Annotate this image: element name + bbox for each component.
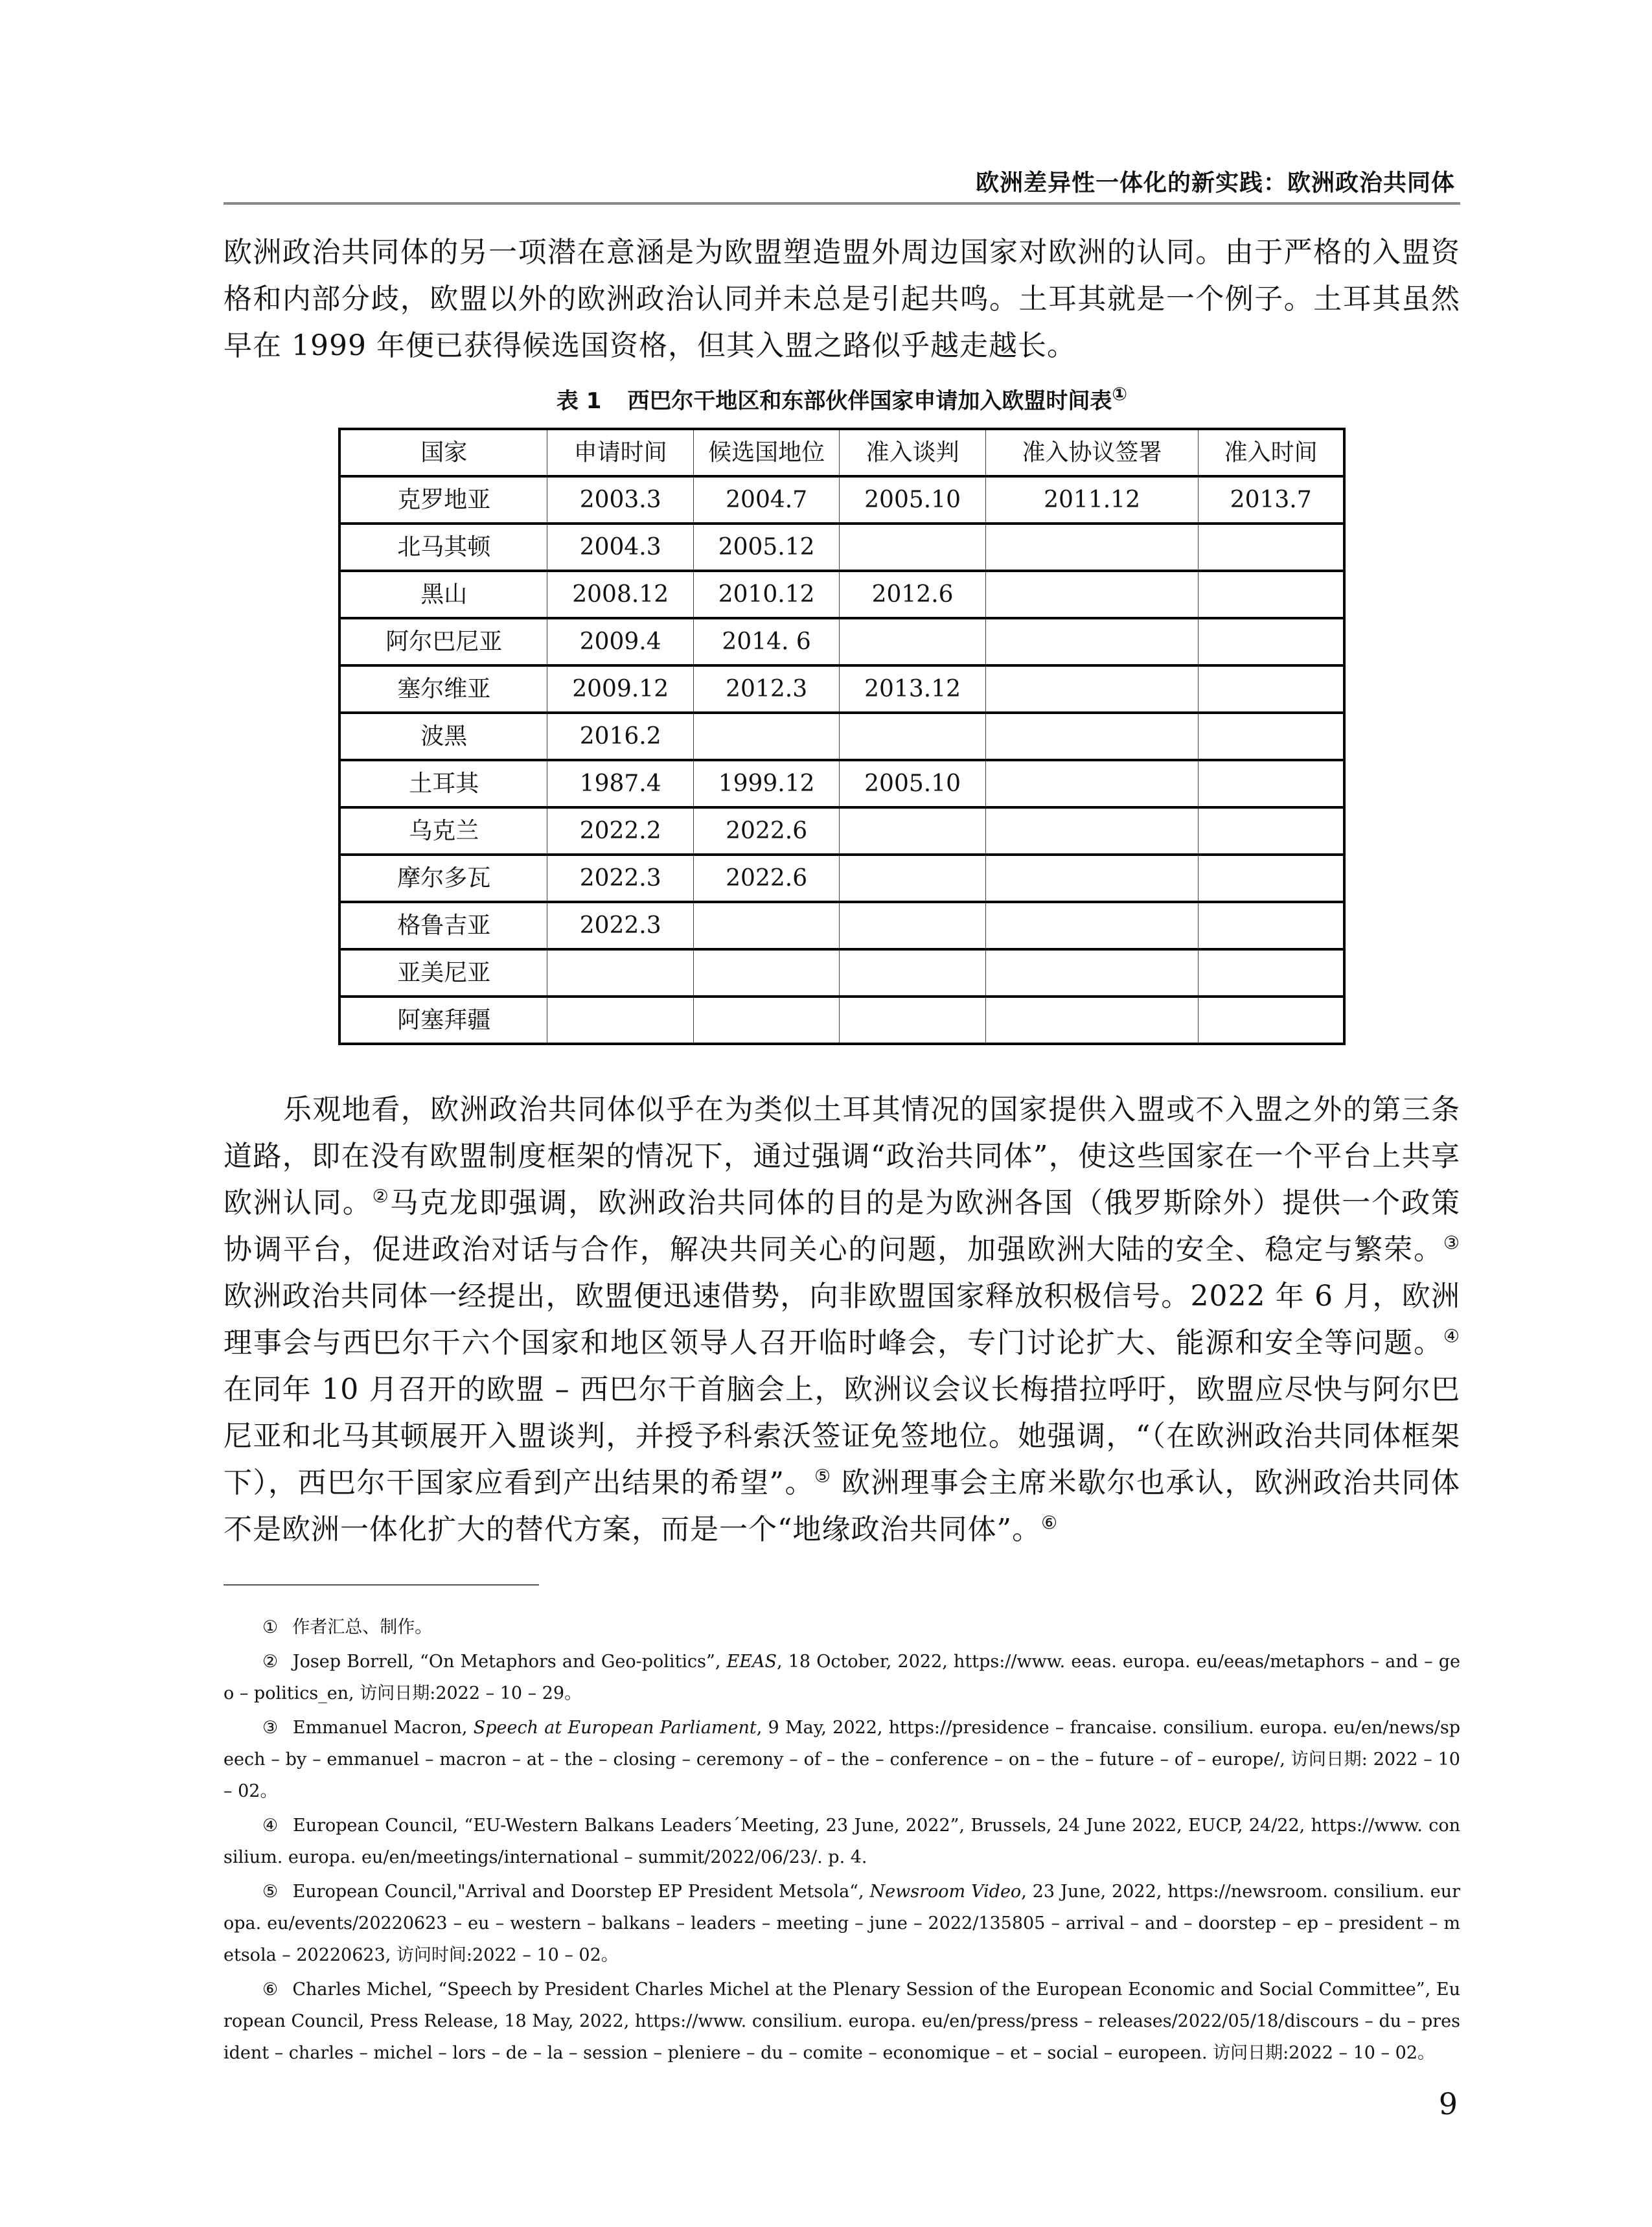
table-row: [339, 760, 1344, 807]
footnote-mark: ③: [262, 1718, 279, 1738]
header-accession-treaty: 准入协议签署: [985, 429, 1199, 476]
footnote-3: [224, 1712, 1460, 1807]
date-cell: [840, 524, 985, 571]
footnote-mark: ④: [262, 1816, 279, 1836]
table-caption-footnote-mark[interactable]: ①: [1112, 383, 1128, 405]
date-cell: [985, 618, 1199, 665]
date-cell: [1199, 949, 1344, 997]
footnote-mark: ②: [262, 1652, 279, 1672]
date-cell: [985, 997, 1199, 1044]
date-cell: [985, 571, 1199, 618]
footnote-text: Josep Borrell, “On Metaphors and Geo-politics”,: [292, 1652, 727, 1672]
date-cell: 2005.12: [693, 524, 839, 571]
footnote-text-tail: , 18 October, 2022, https://www. eeas. europa. eu/eeas/metaphors – and – geo – politics_en, 访问日期:2022 – 10 – 29。: [224, 1652, 1460, 1703]
footnote-6: [224, 1974, 1460, 2069]
date-cell: [1199, 665, 1344, 713]
footnote-ref-6[interactable]: ⑥: [1041, 1512, 1059, 1534]
date-cell: 1999.12: [693, 760, 839, 807]
date-cell: [840, 855, 985, 902]
table-row: [339, 997, 1344, 1044]
footnote-2: [224, 1646, 1460, 1709]
date-cell: [840, 997, 985, 1044]
page-number: 9: [1438, 2086, 1458, 2121]
paragraph-main-sentence-3: 欧洲政治共同体一经提出，欧盟便迅速借势，向非欧盟国家释放积极信号。2022 年 6 月，欧洲理事会与西巴尔干六个国家和地区领导人召开临时峰会，专门讨论扩大、能源和安全等问题。: [224, 1280, 1460, 1359]
date-cell: [840, 902, 985, 949]
date-cell: 2013.7: [1199, 476, 1344, 524]
date-cell: 2014. 6: [693, 618, 839, 665]
country-cell: 土耳其: [339, 760, 547, 807]
country-cell: 摩尔多瓦: [339, 855, 547, 902]
country-cell: 阿塞拜疆: [339, 997, 547, 1044]
footnote-4: [224, 1810, 1460, 1873]
footnote-text: Charles Michel, “Speech by President Charles Michel at the Plenary Session of the European Economic and Social Committee”, European Council, Press Release, 18 May, 2022, https://www. consilium. europa. eu/en/press/press – releases/2022/05/18/discours – du – president – charles – michel – lors – de – la – session – pleniere – du – comite – economique – et – social – europeen. 访问日期:2022 – 10 – 02。: [224, 1979, 1460, 2063]
date-cell: [547, 997, 693, 1044]
footnote-ref-2[interactable]: ②: [372, 1185, 390, 1207]
date-cell: 2005.10: [840, 760, 985, 807]
country-cell: 塞尔维亚: [339, 665, 547, 713]
date-cell: [840, 618, 985, 665]
country-cell: 乌克兰: [339, 807, 547, 855]
paragraph-intro: 欧洲政治共同体的另一项潜在意涵是为欧盟塑造盟外周边国家对欧洲的认同。由于严格的入盟资格和内部分歧，欧盟以外的欧洲政治认同并未总是引起共鸣。土耳其就是一个例子。土耳其虽然早在 1999 年便已获得候选国资格，但其入盟之路似乎越走越长。: [224, 236, 1460, 362]
table-row: [339, 949, 1344, 997]
date-cell: 2013.12: [840, 665, 985, 713]
date-cell: [1199, 807, 1344, 855]
footnote-text: European Council,"Arrival and Doorstep EP President Metsola“,: [292, 1882, 870, 1902]
date-cell: [1199, 997, 1344, 1044]
table-header-row: [339, 429, 1344, 476]
date-cell: 2008.12: [547, 571, 693, 618]
table-row: [339, 618, 1344, 665]
paragraph-main-sentence-4: 在同年 10 月召开的欧盟 – 西巴尔干首脑会上，欧洲议会议长梅措拉呼吁，欧盟应尽快与阿尔巴尼亚和北马其顿展开入盟谈判，并授予科索沃签证免签地位。她强调，“（在欧洲政治共同体框架下），西巴尔干国家应看到产出结果的希望”。: [224, 1373, 1460, 1499]
date-cell: [985, 760, 1199, 807]
date-cell: 2004.7: [693, 476, 839, 524]
date-cell: [1199, 855, 1344, 902]
table-row: [339, 665, 1344, 713]
date-cell: [985, 713, 1199, 760]
date-cell: [693, 997, 839, 1044]
table-row: [339, 902, 1344, 949]
date-cell: 2022.6: [693, 807, 839, 855]
date-cell: [985, 855, 1199, 902]
footnote-mark: ⑤: [262, 1882, 279, 1902]
footnote-mark: ⑥: [262, 1979, 279, 2000]
table-row: [339, 524, 1344, 571]
date-cell: [985, 949, 1199, 997]
table-caption-number: 表 1: [556, 388, 602, 414]
header-accession-date: 准入时间: [1199, 429, 1344, 476]
footnote-italic: Speech at European Parliament: [473, 1718, 757, 1738]
header-candidate-status: 候选国地位: [693, 429, 839, 476]
table-caption: [224, 384, 1460, 419]
footnote-text-tail: , 9 May, 2022, https://presidence – francaise. consilium. europa. eu/en/news/speech – by – emmanuel – macron – at – the – closing – ceremony – of – the – conference – on – the – future – of – europe/, 访问日期: 2022 – 10 – 02。: [224, 1718, 1460, 1801]
footnote-ref-5[interactable]: ⑤: [814, 1465, 832, 1487]
header-application-date: 申请时间: [547, 429, 693, 476]
table-row: [339, 855, 1344, 902]
date-cell: 2009.12: [547, 665, 693, 713]
paragraph-main-sentence-1: 乐观地看，欧洲政治共同体似乎在为类似土耳其情况的国家提供入盟或不入盟之外的第三条道路，即在没有欧盟制度框架的情况下，通过强调“政治共同体”，使这些国家在一个平台上共享欧洲认同。: [224, 1093, 1460, 1219]
date-cell: [1199, 618, 1344, 665]
footnote-1: [224, 1611, 1460, 1643]
table-row: [339, 807, 1344, 855]
date-cell: [840, 949, 985, 997]
table-row: [339, 571, 1344, 618]
date-cell: 2022.6: [693, 855, 839, 902]
country-cell: 阿尔巴尼亚: [339, 618, 547, 665]
footnote-italic: EEAS: [726, 1652, 777, 1672]
country-cell: 波黑: [339, 713, 547, 760]
date-cell: [1199, 713, 1344, 760]
date-cell: [985, 665, 1199, 713]
date-cell: 2009.4: [547, 618, 693, 665]
country-cell: 格鲁吉亚: [339, 902, 547, 949]
date-cell: [693, 949, 839, 997]
date-cell: 2016.2: [547, 713, 693, 760]
date-cell: [693, 713, 839, 760]
paragraph-main-sentence-5: 欧洲理事会主席米歇尔也承认，欧洲政治共同体不是欧洲一体化扩大的替代方案，而是一个“地缘政治共同体”。: [224, 1466, 1461, 1546]
date-cell: [840, 807, 985, 855]
footnote-italic: Newsroom Video: [869, 1882, 1022, 1902]
running-header: [224, 163, 1460, 205]
table-body: [339, 476, 1344, 1044]
date-cell: [1199, 524, 1344, 571]
footnote-text: European Council, “EU-Western Balkans Leaders´Meeting, 23 June, 2022”, Brussels, 24 June 2022, EUCP, 24/22, https://www. consilium. europa. eu/en/meetings/international – summit/2022/06/23/. p. 4.: [224, 1816, 1460, 1867]
page: [224, 0, 1460, 2201]
table-wrapper: [224, 428, 1460, 1045]
paragraph-main-sentence-2: 马克龙即强调，欧洲政治共同体的目的是为欧洲各国（俄罗斯除外）提供一个政策协调平台，促进政治对话与合作，解决共同关心的问题，加强欧洲大陆的安全、稳定与繁荣。: [224, 1186, 1460, 1266]
date-cell: 1987.4: [547, 760, 693, 807]
date-cell: [1199, 571, 1344, 618]
footnote-text-tail: , 23 June, 2022, https://newsroom. consilium. europa. eu/events/20220623 – eu – western – balkans – leaders – meeting – june – 2022/135805 – arrival – and – doorstep – ep – president – metsola – 20220623, 访问时间:2022 – 10 – 02。: [224, 1882, 1460, 1965]
date-cell: [547, 949, 693, 997]
date-cell: 2022.3: [547, 855, 693, 902]
date-cell: [1199, 760, 1344, 807]
country-cell: 克罗地亚: [339, 476, 547, 524]
country-cell: 北马其顿: [339, 524, 547, 571]
footnote-text: Emmanuel Macron,: [292, 1718, 474, 1738]
header-accession-negotiation: 准入谈判: [840, 429, 985, 476]
date-cell: 2010.12: [693, 571, 839, 618]
table-row: [339, 713, 1344, 760]
date-cell: [985, 524, 1199, 571]
footnote-5: [224, 1876, 1460, 1971]
footnote-divider: [224, 1584, 539, 1586]
date-cell: 2004.3: [547, 524, 693, 571]
footnote-mark: ①: [262, 1617, 279, 1637]
header-country: 国家: [339, 429, 547, 476]
country-cell: 亚美尼亚: [339, 949, 547, 997]
footnotes: [224, 1611, 1460, 2069]
table-row: [339, 476, 1344, 524]
date-cell: [693, 902, 839, 949]
running-title: 欧洲差异性一体化的新实践：欧洲政治共同体: [975, 170, 1455, 196]
date-cell: 2022.3: [547, 902, 693, 949]
date-cell: 2005.10: [840, 476, 985, 524]
date-cell: 2012.3: [693, 665, 839, 713]
accession-timeline-table: [338, 428, 1346, 1045]
date-cell: [840, 713, 985, 760]
footnote-ref-3[interactable]: ③: [1443, 1232, 1460, 1254]
date-cell: [1199, 902, 1344, 949]
date-cell: 2011.12: [985, 476, 1199, 524]
table-caption-title: 西巴尔干地区和东部伙伴国家申请加入欧盟时间表: [627, 388, 1112, 414]
footnote-text: 作者汇总、制作。: [292, 1617, 433, 1637]
country-cell: 黑山: [339, 571, 547, 618]
paragraph-main: [224, 1087, 1460, 1553]
date-cell: 2012.6: [840, 571, 985, 618]
date-cell: 2003.3: [547, 476, 693, 524]
date-cell: 2022.2: [547, 807, 693, 855]
date-cell: [985, 902, 1199, 949]
date-cell: [985, 807, 1199, 855]
footnote-ref-4[interactable]: ④: [1443, 1325, 1460, 1347]
